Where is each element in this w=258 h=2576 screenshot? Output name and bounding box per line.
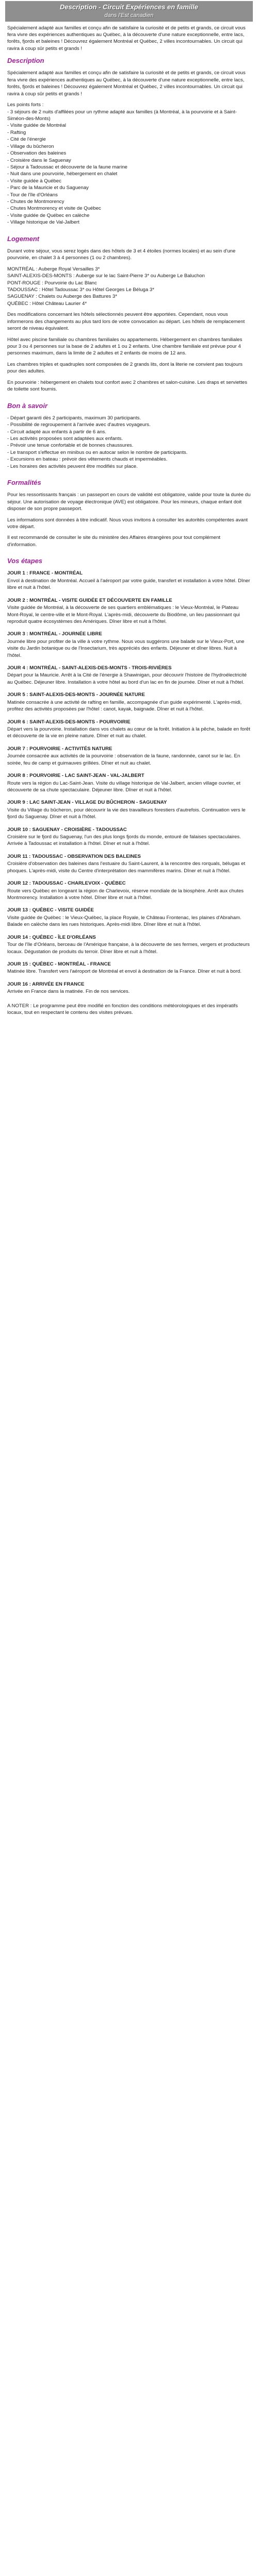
bonasavoir-list bbox=[7, 415, 251, 470]
bonasavoir-item: - Le transport s'effectue en minibus ou en autocar selon le nombre de participants. bbox=[7, 449, 188, 455]
bonasavoir-item: - Possibilité de regroupement à l'arrivée avec d'autres voyageurs. bbox=[7, 422, 151, 428]
hotel-item: TADOUSSAC : Hôtel Tadoussac 3* ou Hôtel Georges Le Béluga 3* bbox=[7, 287, 154, 293]
day-text: Visite guidée de Montréal, à la découverte de ses quartiers emblématiques : le Vieux-Montréal, le Plateau Mont-Royal, le centre-ville et le Mont-Royal. L'après-midi, découverte du Biodôme, un lieu passionnant qui reproduit quatre écosystèmes des Amériques. Dîner libre et nuit à l'hôtel. bbox=[7, 605, 240, 624]
day-title: JOUR 6 : SAINT-ALEXIS-DES-MONTS - POURVOIRIE bbox=[7, 719, 131, 725]
day-text: Matinée libre. Transfert vers l'aéroport de Montréal et envol à destination de la France. Dîner et nuit à bord. bbox=[7, 969, 242, 975]
hotel-item: QUÉBEC : Hôtel Château Laurier 4* bbox=[7, 300, 87, 307]
day-block bbox=[7, 981, 251, 995]
bonasavoir-item: - Circuit adapté aux enfants à partir de 6 ans. bbox=[7, 429, 106, 435]
day-block bbox=[7, 934, 251, 955]
highlight-item: - 3 séjours de 2 nuits d'affilées pour un rythme adapté aux familles (à Montréal, à la pourvoirie et à Saint-Siméon-des-Monts) bbox=[7, 109, 237, 122]
day-text: Visite du Village du bûcheron, pour découvrir la vie des travailleurs forestiers d'autrefois. Continuation vers le fjord du Saguenay. Dîner et nuit à l'hôtel. bbox=[7, 807, 246, 820]
bonasavoir-heading: Bon à savoir bbox=[7, 401, 48, 410]
day-block bbox=[7, 853, 251, 874]
day-text: Route vers Québec en longeant la région de Charlevoix, réserve mondiale de la biosphère. Arrêt aux chutes Montmorency. Installation à votre hôtel. Dîner libre et nuit à l'hôtel. bbox=[7, 888, 244, 901]
day-title: JOUR 11 : TADOUSSAC - OBSERVATION DES BALEINES bbox=[7, 853, 141, 859]
day-block bbox=[7, 665, 251, 686]
day-title: JOUR 9 : LAC SAINT-JEAN - VILLAGE DU BÛCHERON - SAGUENAY bbox=[7, 800, 167, 806]
day-title: JOUR 8 : POURVOIRIE - LAC SAINT-JEAN - VAL-JALBERT bbox=[7, 773, 144, 779]
page-subtitle: dans l'Est canadien bbox=[104, 12, 154, 19]
day-text: Croisière sur le fjord du Saguenay, l'un des plus longs fjords du monde, entouré de falaises spectaculaires. Arrivée à Tadoussac et installation à l'hôtel. Dîner et nuit à l'hôtel. bbox=[7, 834, 241, 847]
highlight-item: - Village historique de Val-Jalbert bbox=[7, 219, 79, 226]
day-block bbox=[7, 961, 251, 975]
day-block bbox=[7, 631, 251, 659]
logement-text: Durant votre séjour, vous serez logés dans des hôtels de 3 et 4 étoiles (normes locales) et au sein d'une pourvoirie, en chalet 3 à 4 personnes (1 ou 2 chambres). bbox=[7, 248, 236, 261]
day-block bbox=[7, 745, 251, 767]
day-block bbox=[7, 880, 251, 901]
highlight-item: - Nuit dans une pourvoirie, hébergement en chalet bbox=[7, 171, 118, 177]
hotel-item: SAINT-ALEXIS-DES-MONTS : Auberge sur le lac Saint-Pierre 3* ou Auberge Le Baluchon bbox=[7, 273, 205, 279]
highlight-item: - Parc de la Mauricie et du Saguenay bbox=[7, 185, 89, 191]
day-title: JOUR 16 : ARRIVÉE EN FRANCE bbox=[7, 981, 85, 987]
highlights-intro: Les points forts : bbox=[7, 102, 44, 108]
page-title: Description - Circuit Expériences en famille bbox=[59, 3, 199, 11]
highlight-item: - Séjour à Tadoussac et découverte de la faune marine bbox=[7, 164, 127, 170]
highlight-item: - Visite guidée de Montréal bbox=[7, 123, 66, 129]
hotel-item: SAGUENAY : Chalets ou Auberge des Battures 3* bbox=[7, 294, 117, 300]
description-text: Spécialement adapté aux familles et conçu afin de satisfaire la curiosité et de petits et grands, ce circuit vous fera vivre des expériences authentiques au Québec, à la découverte d'une nature exceptionnelle, entre lacs, forêts, fjords et baleines ! Découvrez également Montréal et Québec, 2 villes incontournables. Un circuit qui ravira à coup sûr petits et grands ! bbox=[7, 70, 246, 97]
day-title: JOUR 5 : SAINT-ALEXIS-DES-MONTS - JOURNÉE NATURE bbox=[7, 692, 145, 698]
hotel-list bbox=[7, 266, 251, 308]
highlight-item: - Village du bûcheron bbox=[7, 143, 54, 149]
details-text-2: Les chambres triples et quadruples sont composées de 2 grands lits, dont la literie ne convient pas toujours pour des adultes. bbox=[7, 361, 243, 375]
bonasavoir-item: - Excursions en bateau : prévoir des vêtements chauds et imperméables. bbox=[7, 456, 168, 463]
content bbox=[5, 22, 253, 1016]
bonasavoir-item: - Départ garanti dès 2 participants, maximum 30 participants. bbox=[7, 415, 141, 421]
formalites-heading: Formalités bbox=[7, 479, 41, 487]
day-text: Envol à destination de Montréal. Accueil à l'aéroport par votre guide, transfert et installation à votre hôtel. Dîner libre et nuit à l'hôtel. bbox=[7, 578, 250, 591]
hotel-item: PONT-ROUGE : Pourvoirie du Lac Blanc bbox=[7, 280, 97, 286]
highlight-item: - Tour de l'île d'Orléans bbox=[7, 192, 58, 198]
day-title: JOUR 2 : MONTRÉAL - VISITE GUIDÉE ET DÉCOUVERTE EN FAMILLE bbox=[7, 597, 172, 603]
day-text: Départ pour la Mauricie. Arrêt à la Cité de l'énergie à Shawinigan, pour découvrir l'histoire de l'hydroélectricité au Québec. Déjeuner libre. Installation à votre hôtel au bord d'un lac en fin de journée. Dîner et nuit à l'hôtel. bbox=[7, 672, 247, 685]
highlights-list bbox=[7, 101, 251, 226]
formalites-text-1: Pour les ressortissants français : un passeport en cours de validité est obligatoire, valide pour toute la durée du séjour. Une autorisation de voyage électronique (AVE) est obligatoire. Pour les mineurs, chaque enfant doit disposer de son propre passeport. bbox=[7, 492, 251, 512]
highlight-item: - Chutes de Montmorency bbox=[7, 199, 64, 205]
highlight-item: - Rafting bbox=[7, 129, 26, 135]
etapes-heading: Vos étapes bbox=[7, 557, 43, 565]
logement-heading: Logement bbox=[7, 234, 40, 243]
details-text-1: Hôtel avec piscine familiale ou chambres familiales ou appartements. Hébergement en chambres familiales pour 3 ou 4 personnes sur la base de 2 adultes et 1 ou 2 enfants. Une chambre familiale est prévue pour 4 personnes maximum, dans la limite de 2 adultes et 2 enfants de moins de 12 ans. bbox=[7, 336, 243, 357]
day-title: JOUR 14 : QUÉBEC - ÎLE D'ORLÉANS bbox=[7, 934, 96, 940]
day-text: Arrivée en France dans la matinée. Fin de nos services. bbox=[7, 989, 130, 995]
logement-note: Des modifications concernant les hôtels sélectionnés peuvent être apportées. Cependant, nous vous informerons des changements au plus tard lors de votre convocation au départ. Les hôtels de remplacement seront de niveau équivalent. bbox=[7, 312, 245, 332]
highlight-item: - Observation des baleines bbox=[7, 150, 67, 157]
highlight-item: - Cité de l'énergie bbox=[7, 137, 46, 143]
day-text: Départ vers la pourvoirie. Installation dans vos chalets au cœur de la forêt. Initiation à la pêche, balade en forêt et découverte de la vie en pleine nature. Dîner et nuit au chalet. bbox=[7, 726, 250, 739]
bonasavoir-item: - Les horaires des activités peuvent être modifiés sur place. bbox=[7, 463, 138, 469]
footer-note: A NOTER : Le programme peut être modifié en fonction des conditions météorologiques et des impératifs locaux, tout en respectant le contenu des visites prévues. bbox=[7, 1003, 238, 1016]
day-title: JOUR 13 : QUÉBEC - VISITE GUIDÉE bbox=[7, 907, 94, 913]
formalites-text-2: Les informations sont données à titre indicatif. Nous vous invitons à consulter les autorités compétentes avant votre départ. bbox=[7, 517, 248, 530]
day-text: Tour de l'île d'Orléans, berceau de l'Amérique française, à la découverte de ses fermes, vergers et producteurs locaux. Dégustation de produits du terroir. Dîner libre et nuit à l'hôtel. bbox=[7, 942, 250, 955]
day-text: Route vers la région du Lac-Saint-Jean. Visite du village historique de Val-Jalbert, ancien village ouvrier, et découverte de sa chute spectaculaire. Déjeuner libre. Dîner et nuit à l'hôtel. bbox=[7, 780, 240, 793]
day-block bbox=[7, 719, 251, 740]
day-block bbox=[7, 826, 251, 848]
day-title: JOUR 1 : FRANCE - MONTRÉAL bbox=[7, 570, 83, 577]
day-text: Journée consacrée aux activités de la pourvoirie : observation de la faune, randonnée, canot sur le lac. En soirée, feu de camp et guimauves grillées. Dîner et nuit au chalet. bbox=[7, 753, 240, 766]
day-block bbox=[7, 772, 251, 793]
bonasavoir-item: - Prévoir une tenue confortable et de bonnes chaussures. bbox=[7, 443, 134, 449]
day-title: JOUR 12 : TADOUSSAC - CHARLEVOIX - QUÉBEC bbox=[7, 880, 126, 887]
day-block bbox=[7, 597, 251, 625]
highlight-item: - Visite guidée à Québec bbox=[7, 178, 61, 184]
bonasavoir-item: - Les activités proposées sont adaptées aux enfants. bbox=[7, 435, 123, 442]
details-text-3: En pourvoirie : hébergement en chalets tout confort avec 2 chambres et salon-cuisine. Les draps et serviettes de toilette sont fournis. bbox=[7, 379, 248, 393]
day-title: JOUR 4 : MONTRÉAL - SAINT-ALEXIS-DES-MONTS - TROIS-RIVIÈRES bbox=[7, 665, 172, 671]
day-title: JOUR 15 : QUÉBEC - MONTRÉAL - FRANCE bbox=[7, 961, 111, 967]
day-block bbox=[7, 570, 251, 591]
description-heading: Description bbox=[7, 57, 44, 65]
day-text: Journée libre pour profiter de la ville à votre rythme. Nous vous suggérons une balade sur le Vieux-Port, une visite du Jardin botanique ou de l'Insectarium, très appréciés des enfants. Déjeuner et dîner libres. Nuit à l'hôtel. bbox=[7, 638, 245, 658]
highlight-item: - Croisière dans le Saguenay bbox=[7, 157, 71, 163]
day-title: JOUR 3 : MONTRÉAL - JOURNÉE LIBRE bbox=[7, 631, 102, 637]
intro-paragraph: Spécialement adapté aux familles et conçu afin de satisfaire la curiosité et de petits et grands, ce circuit vous fera vivre des expériences authentiques au Québec, à la découverte d'une nature exceptionnelle, entre lacs, forêts, fjords et baleines ! Découvrez également Montréal et Québec, 2 villes incontournables. Un circuit qui ravira à coup sûr petits et grands ! bbox=[7, 25, 246, 52]
day-title: JOUR 7 : POURVOIRIE - ACTIVITÉS NATURE bbox=[7, 745, 112, 752]
day-block bbox=[7, 691, 251, 713]
page bbox=[5, 0, 253, 1016]
hotel-item: MONTRÉAL : Auberge Royal Versailles 3* bbox=[7, 266, 100, 272]
highlight-item: - Visite guidée de Québec en calèche bbox=[7, 212, 90, 218]
day-title: JOUR 10 : SAGUENAY - CROISIÈRE - TADOUSSAC bbox=[7, 826, 127, 833]
highlight-item: - Chutes Montmorency et visite de Québec bbox=[7, 206, 101, 212]
day-block bbox=[7, 907, 251, 928]
day-text: Croisière d'observation des baleines dans l'estuaire du Saint-Laurent, à la rencontre des rorquals, bélugas et phoques. L'après-midi, visite du Centre d'interprétation des mammifères marins. Dîner et nuit à l'hôtel. bbox=[7, 861, 246, 874]
formalites-text-3: Il est recommandé de consulter le site du ministère des Affaires étrangères pour tout complément d'information. bbox=[7, 535, 221, 548]
day-block bbox=[7, 799, 251, 820]
day-text: Matinée consacrée à une activité de rafting en famille, accompagnée d'un guide expérimenté. L'après-midi, profitez des activités proposées par l'hôtel : canot, kayak, baignade. Dîner et nuit à l'hôtel. bbox=[7, 699, 242, 713]
title-banner bbox=[5, 1, 253, 22]
day-text: Visite guidée de Québec : le Vieux-Québec, la place Royale, le Château Frontenac, les plaines d'Abraham. Balade en calèche dans les rues historiques. Après-midi libre. Dîner libre et nuit à l'hôtel. bbox=[7, 914, 241, 928]
